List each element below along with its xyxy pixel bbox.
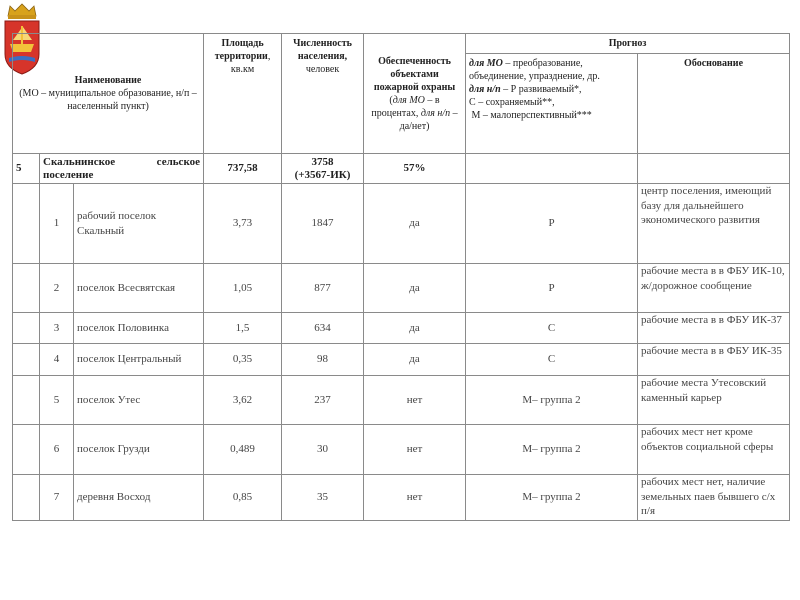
row-fire: да xyxy=(364,313,466,344)
row-number: 5 xyxy=(40,376,74,425)
row-blank xyxy=(13,313,40,344)
row-area: 0,489 xyxy=(204,425,282,475)
header-area-unit: , кв.км xyxy=(230,51,271,75)
row-reason: рабочие места в в ФБУ ИК-35 xyxy=(638,344,790,376)
header-forecast-mo-text: – преобразование, объединение, упразднение, др. xyxy=(469,58,600,82)
header-area-cell xyxy=(204,34,282,154)
table-row xyxy=(13,376,790,425)
header-forecast-cell xyxy=(466,34,790,54)
row-forecast: Р xyxy=(466,264,638,313)
header-area-title: Площадь территории xyxy=(214,38,268,62)
table-row xyxy=(13,475,790,521)
header-forecast-mo-label: для МО xyxy=(469,58,503,69)
row-area: 3,73 xyxy=(204,184,282,264)
row-area: 1,5 xyxy=(204,313,282,344)
row-population: 35 xyxy=(282,475,364,521)
table-row xyxy=(13,313,790,344)
header-fire-mo-label: для МО xyxy=(392,94,425,106)
settlement-name: Скальнинское сельское поселение xyxy=(40,154,204,184)
row-number: 7 xyxy=(40,475,74,521)
header-population-unit: человек xyxy=(305,64,340,75)
header-reason-title: Обоснование xyxy=(684,58,744,69)
row-population: 877 xyxy=(282,264,364,313)
settlement-number: 5 xyxy=(13,154,40,184)
table-row xyxy=(13,184,790,264)
row-reason: рабочие места Утесовский каменный карьер xyxy=(638,376,790,425)
row-fire: нет xyxy=(364,475,466,521)
header-forecast-title: Прогноз xyxy=(608,38,647,49)
row-forecast: М– группа 2 xyxy=(466,475,638,521)
row-name: поселок Утес xyxy=(74,376,204,425)
row-reason: рабочих мест нет кроме объектов социальной сферы xyxy=(638,425,790,475)
row-fire: нет xyxy=(364,376,466,425)
settlement-population-line1: 3758 xyxy=(311,155,334,168)
row-fire: да xyxy=(364,184,466,264)
header-name-desc: (МО – муниципальное образование, н/п – населенный пункт) xyxy=(19,88,197,112)
row-population: 1847 xyxy=(282,184,364,264)
row-reason: центр поселения, имеющий базу для дальнейшего экономического развития xyxy=(638,184,790,264)
row-blank xyxy=(13,344,40,376)
header-population-cell xyxy=(282,34,364,154)
row-reason: рабочие места в в ФБУ ИК-10, ж/дорожное сообщение xyxy=(638,264,790,313)
row-population: 634 xyxy=(282,313,364,344)
header-fire-cell: Обеспеченность объектами пожарной охраны (для МО – в процентах, для н/п – да/нет) xyxy=(364,34,466,154)
row-reason: рабочие места в в ФБУ ИК-37 xyxy=(638,313,790,344)
header-fire-mo-text: – в процентах, xyxy=(371,94,440,119)
header-forecast-s-text: С – сохраняемый**, xyxy=(469,97,555,108)
row-forecast: Р xyxy=(466,184,638,264)
row-name: деревня Восход xyxy=(74,475,204,521)
header-name-cell xyxy=(13,34,204,154)
header-fire-np-label: для н/п xyxy=(420,107,451,119)
header-forecast-np-label: для н/п xyxy=(469,84,501,95)
settlement-area: 737,58 xyxy=(204,154,282,184)
row-number: 2 xyxy=(40,264,74,313)
row-blank xyxy=(13,264,40,313)
header-forecast-np-text: – Р развиваемый*, xyxy=(500,84,582,95)
row-area: 0,85 xyxy=(204,475,282,521)
row-blank xyxy=(13,475,40,521)
row-fire: нет xyxy=(364,425,466,475)
row-name: поселок Всесвятская xyxy=(74,264,204,313)
settlement-population xyxy=(282,154,364,184)
row-name: рабочий поселок Скальный xyxy=(74,184,204,264)
row-population: 98 xyxy=(282,344,364,376)
row-blank xyxy=(13,425,40,475)
settlement-summary-row xyxy=(13,154,790,184)
row-fire: да xyxy=(364,344,466,376)
header-forecast-m-text: М – малоперспективный*** xyxy=(471,110,592,121)
row-fire: да xyxy=(364,264,466,313)
settlement-population-line2: (+3567-ИК) xyxy=(294,168,351,181)
row-name: поселок Центральный xyxy=(74,344,204,376)
header-name-title: Наименование xyxy=(74,75,142,86)
table-row xyxy=(13,264,790,313)
header-population-title: Численность населения, xyxy=(293,38,352,62)
row-forecast: С xyxy=(466,344,638,376)
row-forecast: М– группа 2 xyxy=(466,376,638,425)
row-population: 237 xyxy=(282,376,364,425)
header-forecast-desc-cell xyxy=(466,54,638,154)
settlement-fire: 57% xyxy=(364,154,466,184)
row-number: 6 xyxy=(40,425,74,475)
row-number: 4 xyxy=(40,344,74,376)
row-name: поселок Грузди xyxy=(74,425,204,475)
row-area: 0,35 xyxy=(204,344,282,376)
settlement-reason xyxy=(638,154,790,184)
row-population: 30 xyxy=(282,425,364,475)
header-fire-np-text: – да/нет) xyxy=(399,107,458,132)
header-fire-title: Обеспеченность объектами пожарной охраны xyxy=(373,55,456,93)
row-number: 3 xyxy=(40,313,74,344)
row-area: 1,05 xyxy=(204,264,282,313)
table-row xyxy=(13,344,790,376)
settlement-forecast xyxy=(466,154,638,184)
row-number: 1 xyxy=(40,184,74,264)
row-reason: рабочих мест нет, наличие земельных паев бывшего с/х п/я xyxy=(638,475,790,521)
row-forecast: С xyxy=(466,313,638,344)
row-blank xyxy=(13,184,40,264)
table-row xyxy=(13,425,790,475)
settlements-table xyxy=(12,33,790,521)
row-name: поселок Половинка xyxy=(74,313,204,344)
row-area: 3,62 xyxy=(204,376,282,425)
row-blank xyxy=(13,376,40,425)
row-forecast: М– группа 2 xyxy=(466,425,638,475)
header-reason-cell xyxy=(638,54,790,154)
